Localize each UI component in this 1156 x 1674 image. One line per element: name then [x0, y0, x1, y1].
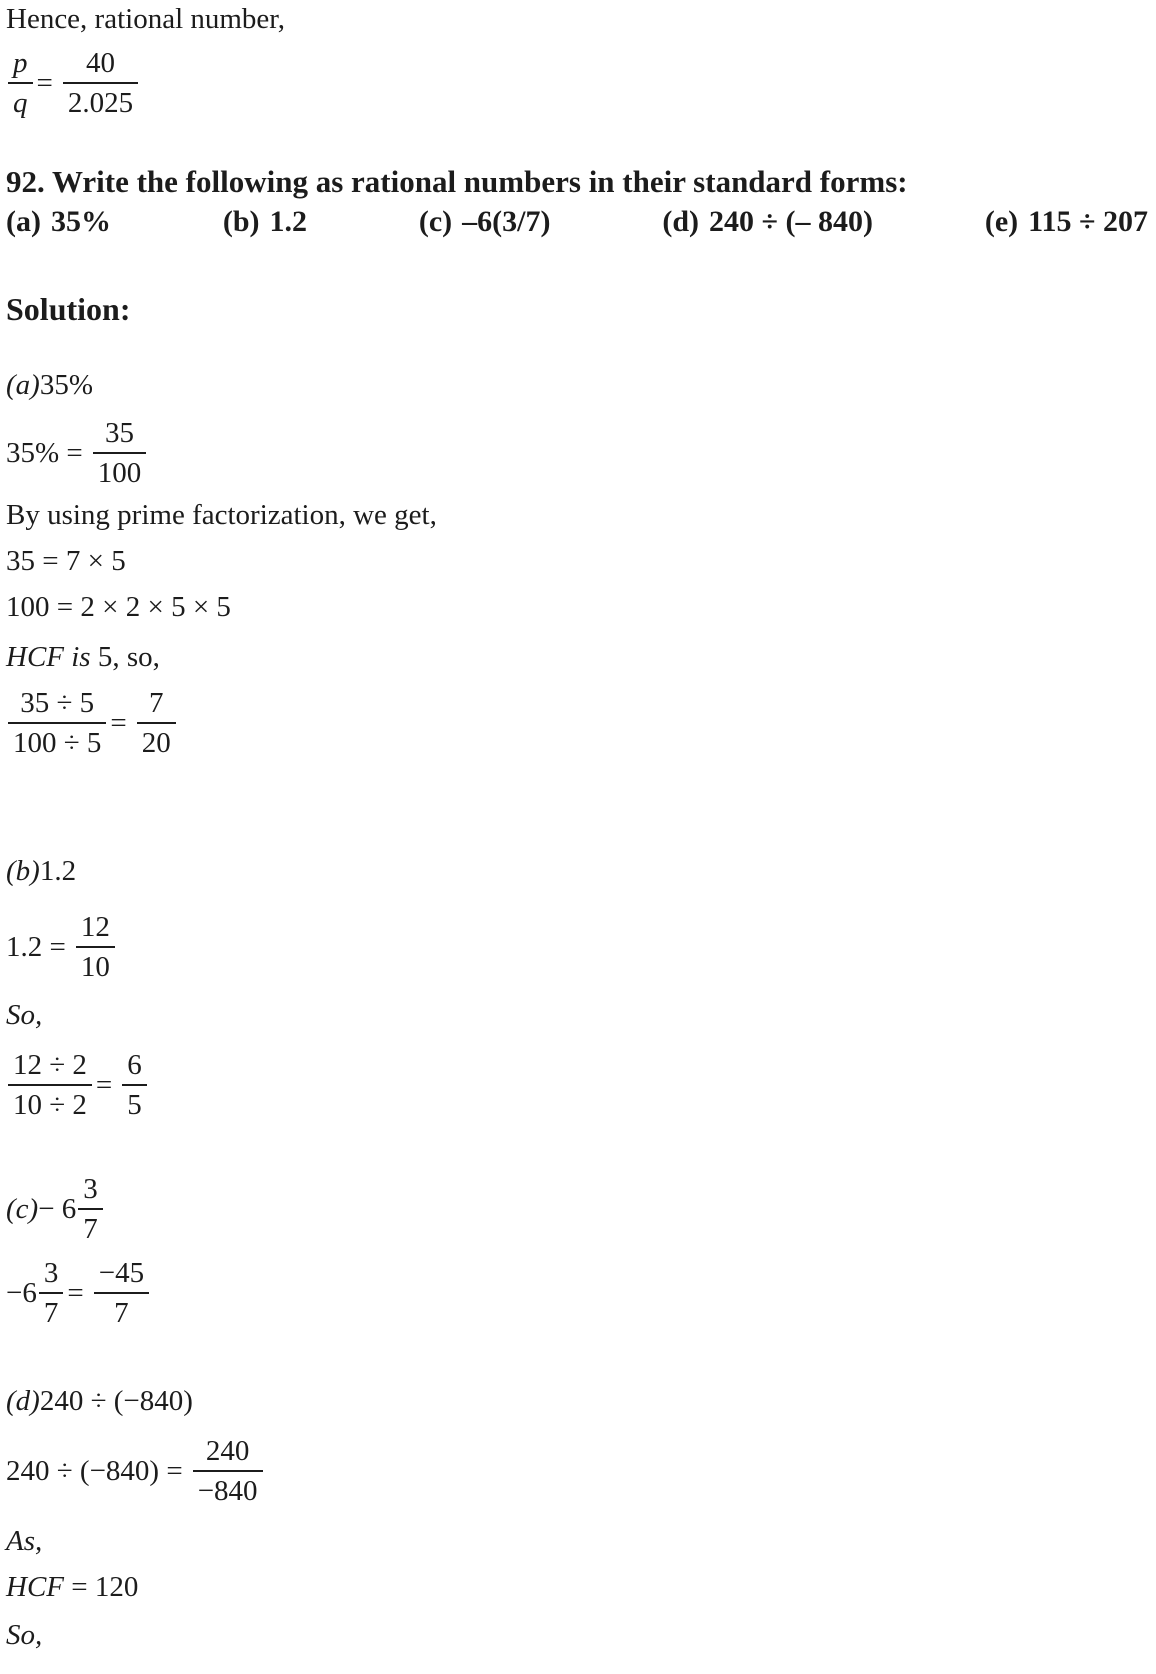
fraction-numerator: 12 [76, 910, 115, 948]
fraction-denominator: 7 [83, 1213, 98, 1245]
part-a-factorization-100: 100 = 2 × 2 × 5 × 5 [6, 591, 231, 623]
mixed-number-coefficient: − 6 [38, 1192, 77, 1225]
intro-rhs-fraction [63, 46, 138, 120]
solution-heading: Solution: [6, 291, 131, 327]
part-value: 1.2 [39, 855, 77, 887]
part-value: 240 ÷ (−840) [39, 1385, 193, 1417]
fraction-denominator: 7 [43, 1297, 59, 1329]
mixed-number-coefficient: −6 [6, 1276, 37, 1309]
fraction-denominator: 100 ÷ 5 [13, 727, 102, 759]
part-d-equation [6, 1434, 1148, 1508]
hcf-italic-text: HCF is [6, 641, 91, 673]
option-label: (d) [662, 205, 700, 238]
option-value: 35% [50, 205, 111, 238]
fraction-denominator: 100 [97, 457, 142, 489]
option-value: 1.2 [269, 205, 308, 238]
option-label: (c) [418, 205, 453, 238]
fraction-35-100 [93, 416, 147, 490]
part-a-prime-factorization-text: By using prime factorization, we get, [6, 499, 437, 531]
fraction-35div5-100div5 [8, 686, 106, 760]
part-a-header [6, 368, 1148, 402]
question-option-e [985, 204, 1148, 240]
option-label: (a) [6, 205, 41, 238]
option-label: (e) [984, 205, 1019, 238]
question-option-b [223, 204, 307, 240]
fraction-denominator: −840 [197, 1475, 258, 1507]
question-option-a [6, 204, 111, 240]
question-option-d [662, 204, 873, 240]
fraction-numerator: 3 [39, 1256, 64, 1294]
fraction-6-5 [122, 1048, 147, 1122]
fraction-numerator: 40 [63, 46, 138, 84]
fraction-12-10 [76, 910, 115, 984]
intro-equation [6, 46, 1148, 120]
part-d-as-text: As, [6, 1525, 43, 1557]
option-label: (b) [222, 205, 260, 238]
fraction-denominator: 10 [80, 951, 110, 983]
part-c-header [6, 1172, 1148, 1246]
equation-lhs: 1.2 = [6, 930, 66, 963]
equals-sign: = [95, 1068, 113, 1101]
question-option-c [419, 204, 551, 240]
part-d-hcf-line [6, 1570, 1148, 1604]
fraction-denominator: 5 [127, 1089, 142, 1121]
fraction-numerator: 3 [78, 1172, 103, 1210]
hcf-rest-text: 5, so, [97, 641, 160, 673]
equals-sign: = [110, 706, 127, 739]
fraction-numerator: 7 [137, 686, 176, 724]
part-c-equation [6, 1256, 1148, 1330]
intro-lhs-fraction [8, 46, 33, 120]
question-title: 92. Write the following as rational numbers in their standard forms: [6, 164, 908, 199]
fraction-neg45-7 [94, 1256, 149, 1330]
option-value: 115 ÷ 207 [1028, 205, 1148, 238]
fraction-numerator: 35 [93, 416, 147, 454]
fraction-denominator: 20 [141, 727, 171, 759]
intro-text: Hence, rational number, [6, 3, 286, 35]
part-a-equation-2 [6, 686, 1148, 760]
equals-sign: = [36, 66, 53, 99]
fraction-3-7 [39, 1256, 64, 1330]
part-label: (c) [6, 1192, 39, 1225]
part-d-so-text: So, [6, 1619, 43, 1651]
fraction-numerator: 6 [122, 1048, 147, 1086]
part-label: (a) [6, 369, 40, 401]
fraction-denominator: q [13, 87, 28, 119]
part-d-header [6, 1384, 1148, 1418]
part-a-factorization-35: 35 = 7 × 5 [6, 545, 126, 577]
fraction-3-7 [78, 1172, 103, 1246]
fraction-numerator: −45 [94, 1256, 149, 1294]
option-value: –6(3/7) [462, 205, 551, 238]
fraction-numerator: 35 ÷ 5 [8, 686, 106, 724]
part-b-header [6, 854, 1148, 888]
part-b-so-text: So, [6, 999, 43, 1031]
equation-lhs: 35% = [6, 436, 83, 469]
part-label: (b) [6, 855, 40, 887]
question-options [6, 204, 1148, 240]
fraction-denominator: 2.025 [67, 87, 134, 119]
part-label: (d) [6, 1385, 40, 1417]
part-value: 35% [39, 369, 93, 401]
part-a-equation-1 [6, 416, 1148, 490]
part-b-equation-2 [6, 1048, 1148, 1122]
fraction-denominator: 7 [114, 1297, 129, 1329]
fraction-12div2-10div2 [8, 1048, 92, 1122]
hcf-value-text: = 120 [71, 1571, 139, 1603]
fraction-numerator: p [8, 46, 33, 84]
fraction-7-20 [137, 686, 176, 760]
equation-lhs: 240 ÷ (−840) = [6, 1454, 183, 1487]
fraction-240-neg840 [193, 1434, 263, 1508]
fraction-numerator: 240 [193, 1434, 263, 1472]
part-b-equation-1 [6, 910, 1148, 984]
part-a-hcf-line [6, 640, 1148, 674]
option-value: 240 ÷ (– 840) [709, 205, 873, 238]
fraction-numerator: 12 ÷ 2 [8, 1048, 92, 1086]
hcf-italic-text: HCF [6, 1571, 64, 1603]
equals-sign: = [67, 1276, 84, 1309]
fraction-denominator: 10 ÷ 2 [13, 1089, 87, 1121]
